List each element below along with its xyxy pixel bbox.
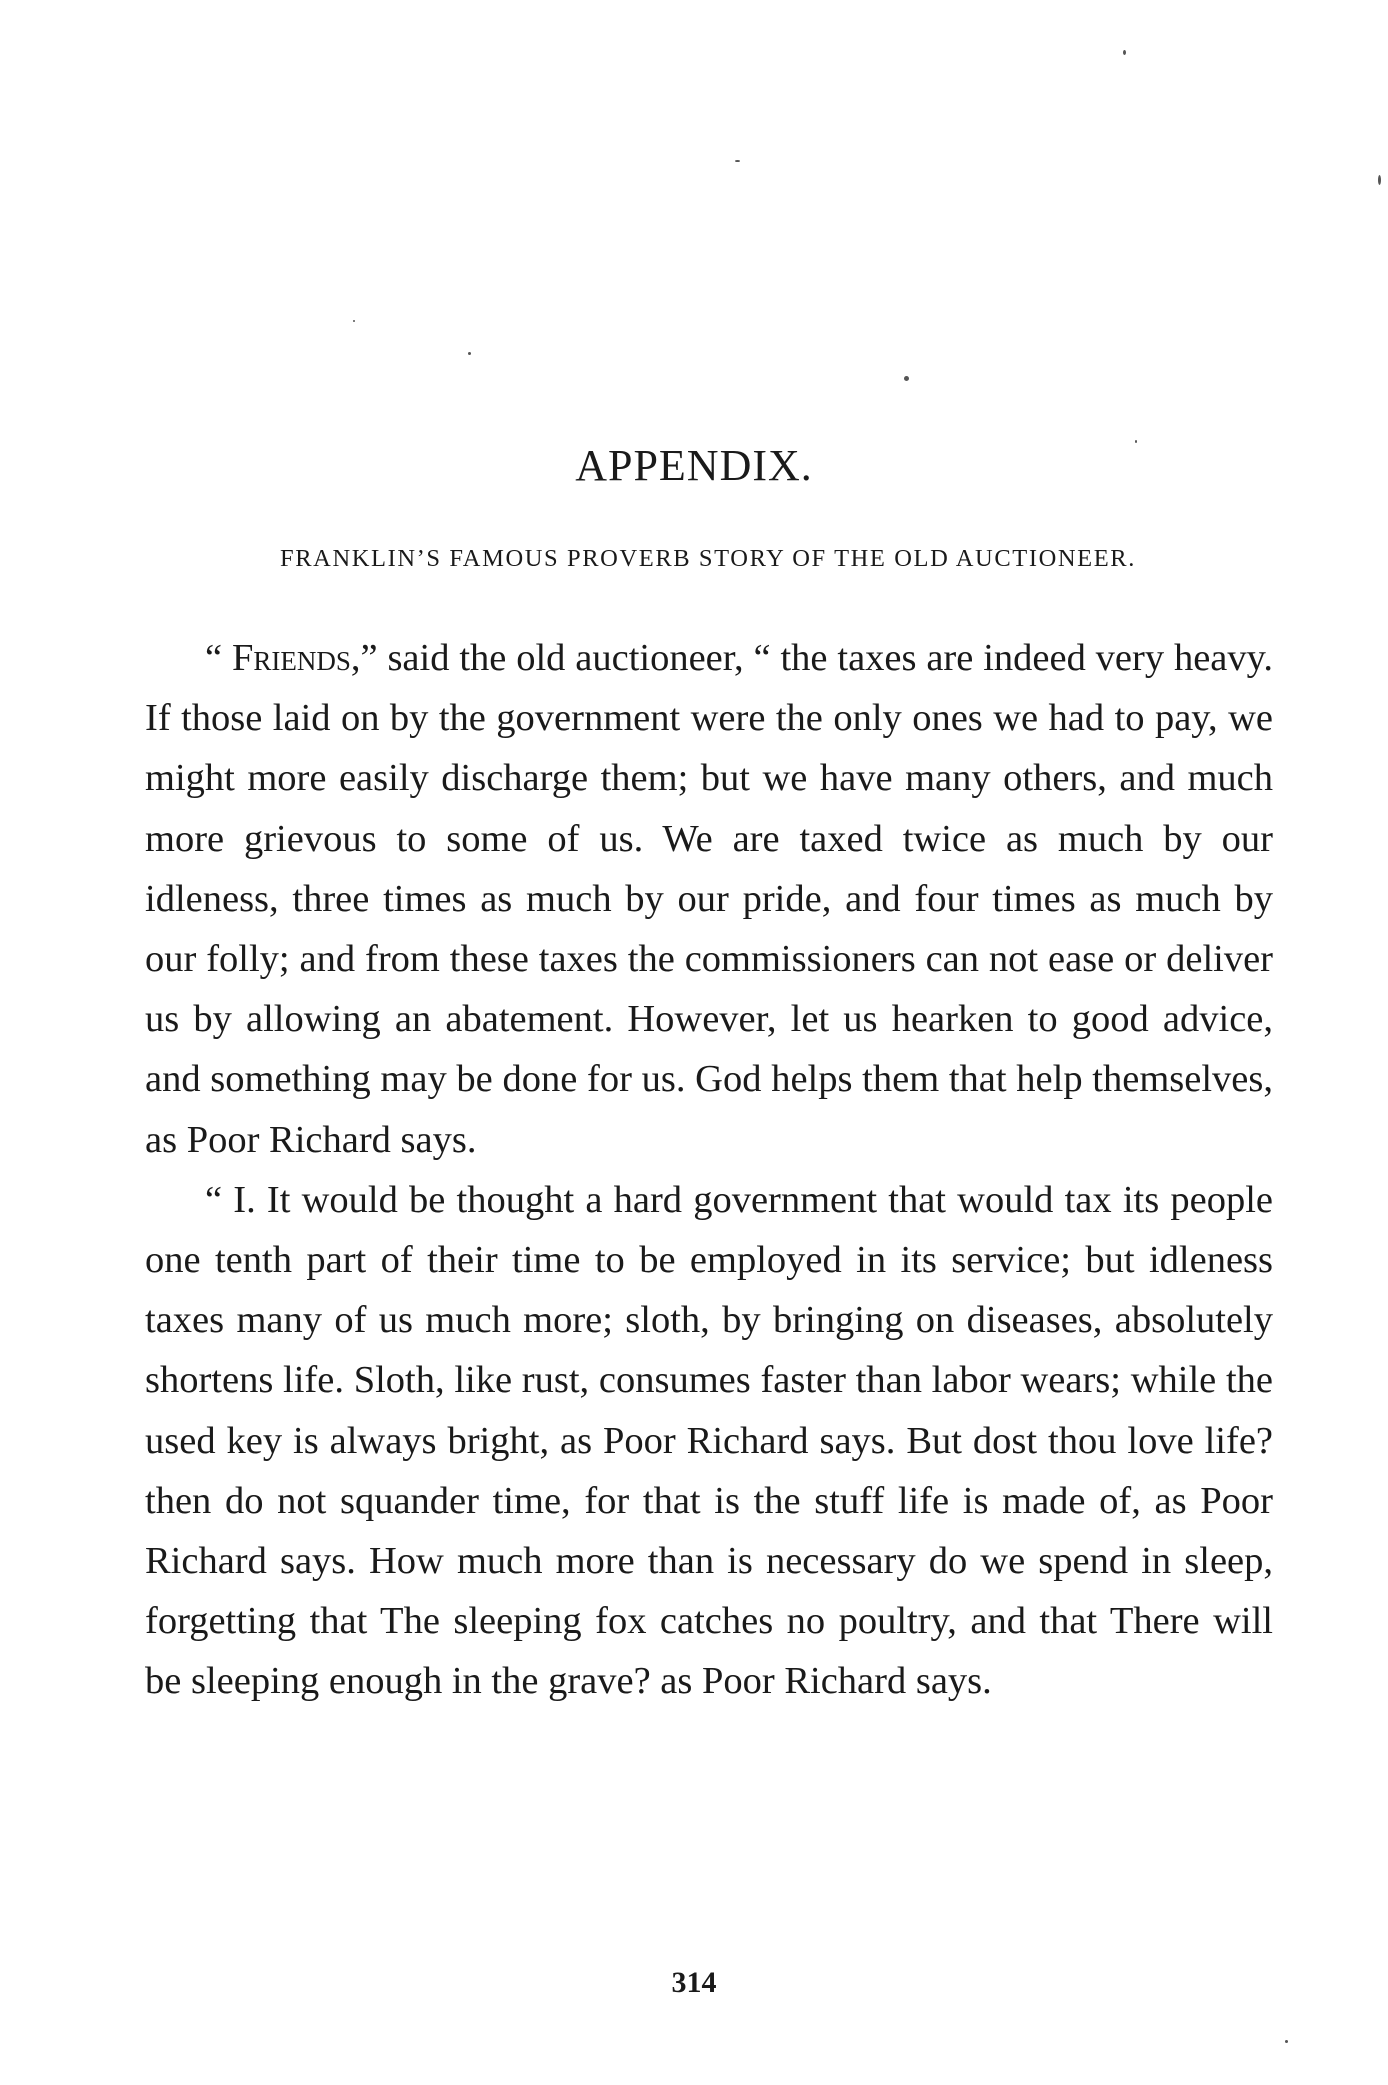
scan-speck bbox=[468, 352, 471, 355]
appendix-title: APPENDIX. bbox=[575, 441, 813, 490]
paragraph: “ I. It would be thought a hard government that would tax its people one tenth part of their time to be employed in its service; but idleness taxes many of us much more; sloth, by bringing on diseases, absolutely shortens life. Sloth, like rust, consumes faster than labor wears; while the used key is always bright, as Poor Richard says. But dost thou love life? then do not squander time, for that is the stuff life is made of, as Poor Richard says. How much more than is necessary do we spend in sleep, forgetting that The sleeping fox catches no poultry, and that There will be sleeping enough in the grave? as Poor Richard says. bbox=[145, 1178, 1273, 1703]
lead-word: Friends bbox=[231, 637, 351, 679]
scan-speck bbox=[353, 320, 355, 322]
scan-speck bbox=[1378, 175, 1381, 185]
body-text bbox=[145, 628, 1273, 1712]
scan-speck bbox=[1123, 50, 1126, 55]
paragraph-text: ,” said the old auctioneer, “ the taxes are indeed very heavy. If those laid on by the government were the only ones we had to pay, we might more easily discharge them; but we have many others, and much more grievous to some of us. We are taxed twice as much by our idleness, three times as much by our pride, and four times as much by our folly; and from these taxes the commissioners can not ease or deliver us by allowing an abatement. However, let us hearken to good advice, and something may be done for us. God helps them that help themselves, as Poor Richard says. bbox=[145, 637, 1273, 1161]
page-number: 314 bbox=[671, 1966, 717, 1999]
paragraph bbox=[145, 628, 1273, 1170]
open-quote: “ bbox=[205, 637, 232, 679]
section-subtitle: FRANKLIN’S FAMOUS PROVERB STORY OF THE OLD AUCTIONEER. bbox=[280, 545, 1136, 572]
scan-speck bbox=[735, 160, 740, 162]
scan-speck bbox=[1285, 2040, 1288, 2043]
scan-speck bbox=[904, 376, 909, 381]
